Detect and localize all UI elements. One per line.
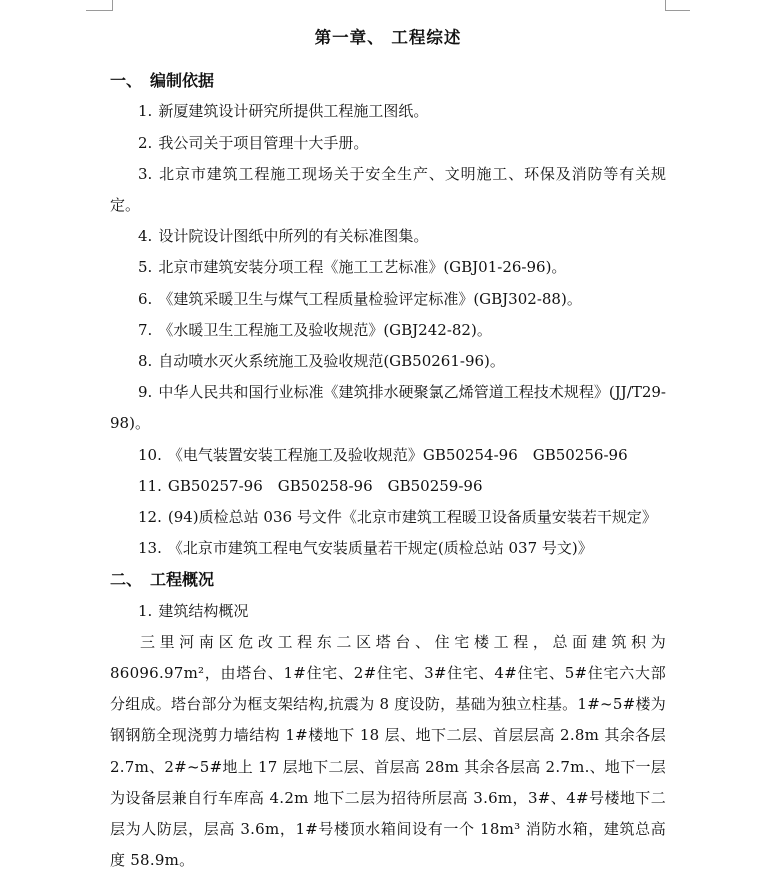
section-number: 二、 (110, 570, 143, 590)
section-heading-overview (110, 564, 666, 595)
item-text: 自动喷水灭火系统施工及验收规范(GB50261-96)。 (158, 352, 505, 371)
item-number: 5. (138, 258, 153, 277)
list-item (110, 96, 666, 127)
item-number: 11. (138, 476, 162, 495)
list-item (110, 377, 666, 439)
item-number: 6. (138, 289, 153, 308)
item-number: 9. (138, 383, 153, 402)
list-item (110, 440, 666, 471)
list-item (110, 252, 666, 283)
item-number: 4. (138, 227, 153, 246)
list-item (110, 502, 666, 533)
item-number: 13. (138, 539, 162, 558)
item-text: 设计院设计图纸中所列的有关标准图集。 (158, 227, 429, 246)
item-number: 12. (138, 508, 162, 527)
item-text: 新厦建筑设计研究所提供工程施工图纸。 (158, 102, 429, 121)
chapter-title: 第一章、 工程综述 (314, 28, 462, 47)
item-text: 《电气装置安装工程施工及验收规范》GB50254-96 GB50256-96 (167, 445, 628, 464)
item-text: 北京市建筑工程施工现场关于安全生产、文明施工、环保及消防等有关规定。 (110, 164, 666, 215)
item-text: 我公司关于项目管理十大手册。 (158, 133, 369, 152)
item-text: 《建筑采暖卫生与煤气工程质量检验评定标准》(GBJ302-88)。 (158, 289, 582, 308)
item-text: GB50257-96 GB50258-96 GB50259-96 (167, 476, 483, 495)
paragraph-text: 三里河南区危改工程东二区塔台、住宅楼工程，总面建筑积为 86096.97m²，由塔台、1#住宅、2#住宅、3#住宅、4#住宅、5#住宅六大部分组成。塔台部分为框支架结构,抗震为 8 度设防，基础为独立柱基。1#~5#楼为钢钢筋全现浇剪力墙结构 1#楼地下 18 层、地下二层、首层层高 2.8m 其余各层 2.7m、2#~5#地上 17 层地下二层、首层高 28m 其余各层高 2.7m.、地下一层为设备层兼自行车库高 4.2m 地下二层为招待所层高 3.6m，3#、4#号楼地下二层为人防层，层高 3.6m，1#号楼顶水箱间设有一个 18m³ 消防水箱，建筑总高度 58.9m。 (110, 632, 666, 870)
list-item (110, 533, 666, 564)
list-item (110, 315, 666, 346)
item-text: 中华人民共和国行业标准《建筑排水硬聚氯乙烯管道工程技术规程》(JJ/T29-98)。 (110, 383, 666, 433)
item-number: 2. (138, 133, 153, 152)
item-number: 3. (138, 164, 153, 183)
page-corner-mark-left (86, 0, 113, 11)
list-item (110, 221, 666, 252)
item-text: 建筑结构概况 (158, 601, 249, 620)
item-text: 北京市建筑安装分项工程《施工工艺标准》(GBJ01-26-96)。 (158, 258, 567, 277)
section-title: 编制依据 (150, 71, 215, 91)
page-corner-mark-right (665, 0, 690, 11)
item-number: 1. (138, 601, 153, 620)
section-number: 一、 (110, 71, 143, 91)
item-number: 1. (138, 102, 153, 121)
item-number: 10. (138, 445, 162, 464)
list-item (110, 346, 666, 377)
list-item (110, 284, 666, 315)
document-page (110, 22, 666, 876)
item-text: 《北京市建筑工程电气安装质量若干规定(质检总站 037 号文)》 (167, 539, 593, 558)
section-heading-basis (110, 65, 666, 96)
section-title: 工程概况 (150, 570, 215, 590)
item-number: 8. (138, 352, 153, 371)
item-text: (94)质检总站 036 号文件《北京市建筑工程暖卫设备质量安装若干规定》 (167, 508, 657, 527)
list-item (110, 471, 666, 502)
subsection-heading (110, 596, 666, 627)
overview-paragraph (110, 627, 666, 876)
list-item (110, 128, 666, 159)
list-item (110, 159, 666, 221)
item-number: 7. (138, 320, 153, 339)
item-text: 《水暖卫生工程施工及验收规范》(GBJ242-82)。 (158, 320, 492, 339)
